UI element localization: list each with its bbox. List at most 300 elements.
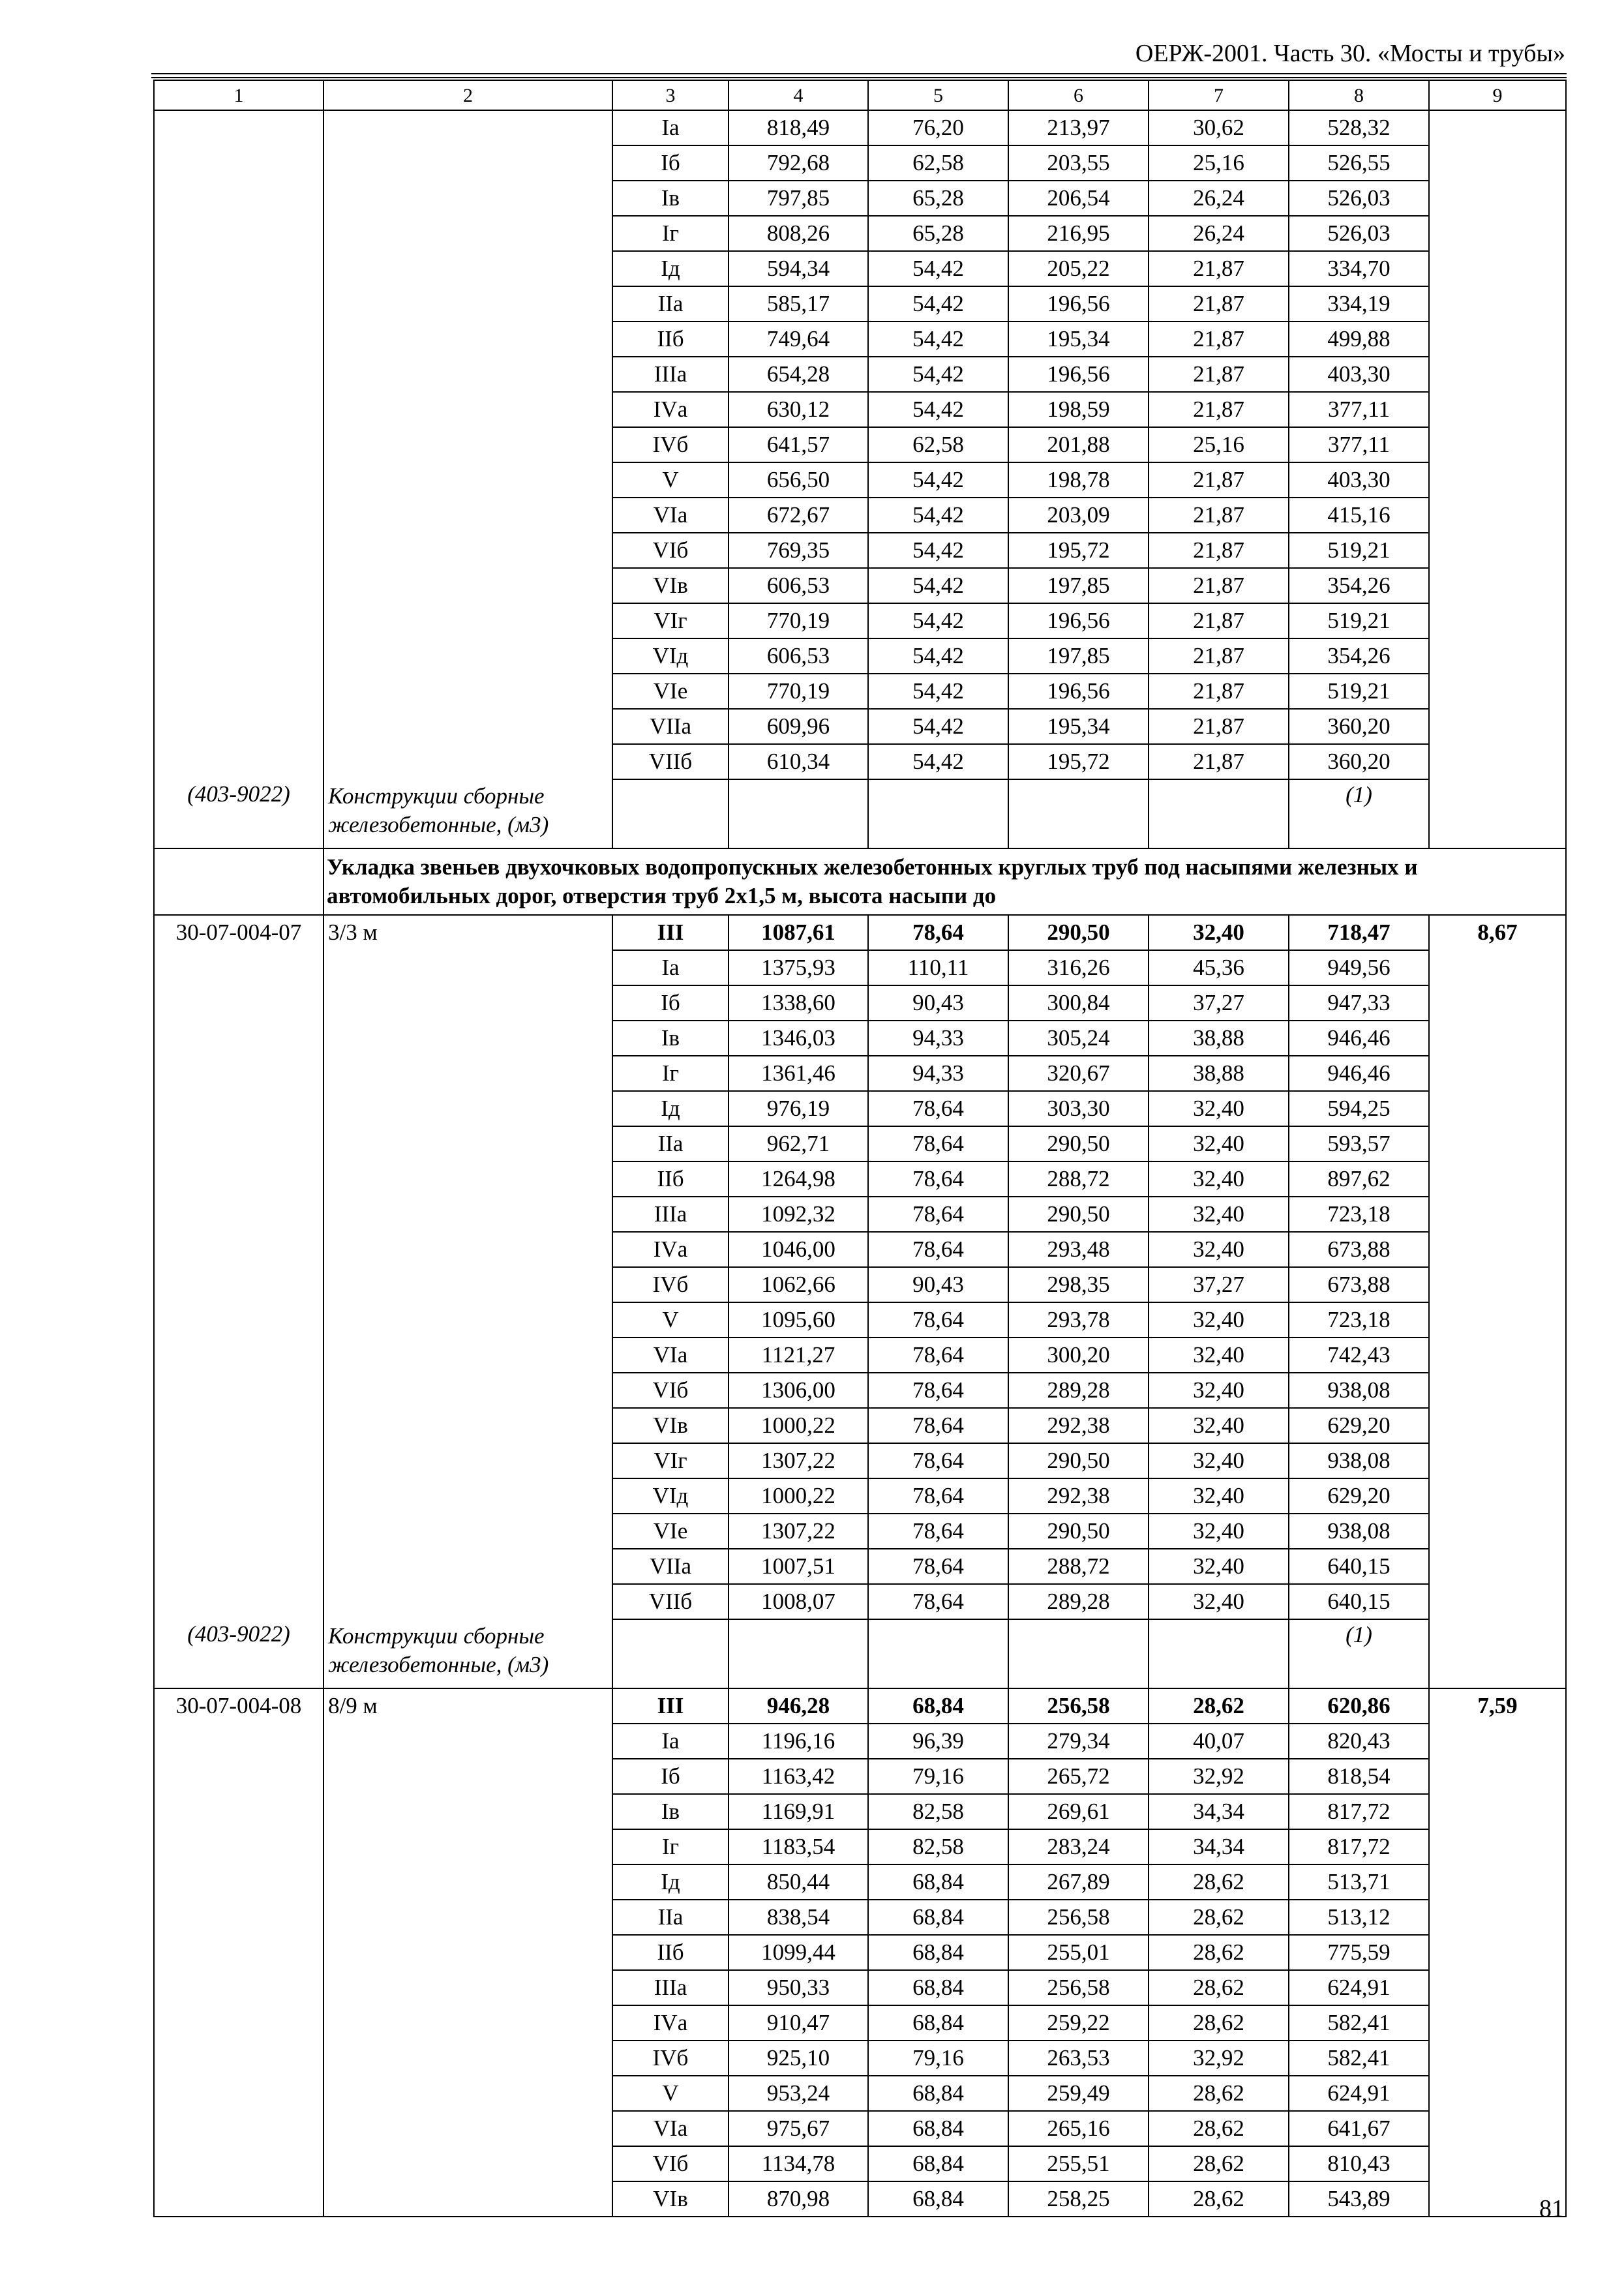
labor-cost-cell	[1429, 181, 1566, 216]
machines-cell: 195,34	[1008, 322, 1149, 357]
labor-cost-cell	[1429, 462, 1566, 498]
rate-name-cell	[323, 181, 612, 216]
direct-cost-cell: 818,49	[729, 110, 868, 145]
wages-cell: 68,84	[868, 2076, 1008, 2111]
zone-cell: Iг	[612, 216, 729, 251]
column-number: 4	[729, 80, 868, 110]
machines-cell: 255,51	[1008, 2146, 1149, 2181]
materials-cell: 360,20	[1289, 709, 1429, 744]
machines-cell: 255,01	[1008, 1935, 1149, 1970]
zone-cell: IIб	[612, 322, 729, 357]
materials-cell: 582,41	[1289, 2041, 1429, 2076]
labor-cost-cell	[1429, 2111, 1566, 2146]
rate-code-cell	[154, 2111, 323, 2146]
rate-name-cell	[323, 1900, 612, 1935]
rate-code-cell	[154, 286, 323, 322]
rate-code-cell	[154, 985, 323, 1021]
materials-cell: 403,30	[1289, 357, 1429, 392]
machines-cell: 201,88	[1008, 427, 1149, 462]
direct-cost-cell: 808,26	[729, 216, 868, 251]
machines-cell: 290,50	[1008, 1443, 1149, 1478]
rate-name-cell	[323, 2076, 612, 2111]
operators-wages-cell: 32,40	[1149, 1197, 1289, 1232]
table-row	[154, 322, 1566, 357]
zone-cell: VIд	[612, 638, 729, 674]
rate-code-cell	[154, 1267, 323, 1302]
zone-cell: IIа	[612, 286, 729, 322]
rate-name-cell	[323, 286, 612, 322]
wages-cell: 78,64	[868, 1197, 1008, 1232]
machines-cell: 197,85	[1008, 568, 1149, 603]
operators-wages-cell: 21,87	[1149, 251, 1289, 286]
direct-cost-cell: 975,67	[729, 2111, 868, 2146]
machines-cell: 293,78	[1008, 1302, 1149, 1338]
operators-wages-cell: 28,62	[1149, 2005, 1289, 2041]
table-row	[154, 1302, 1566, 1338]
zone-cell: VIа	[612, 2111, 729, 2146]
zone-cell: Iв	[612, 181, 729, 216]
section-heading-blank	[154, 848, 323, 915]
rate-code-cell	[154, 1302, 323, 1338]
machines-cell: 196,56	[1008, 603, 1149, 638]
table-row	[154, 1688, 1566, 1724]
materials-cell: 377,11	[1289, 427, 1429, 462]
materials-cell: 499,88	[1289, 322, 1429, 357]
wages-cell: 62,58	[868, 145, 1008, 181]
wages-cell: 54,42	[868, 568, 1008, 603]
materials-cell: 415,16	[1289, 498, 1429, 533]
rate-code-cell	[154, 674, 323, 709]
materials-cell: 620,86	[1289, 1688, 1429, 1724]
zone-cell: VIIб	[612, 1584, 729, 1619]
operators-wages-cell: 32,92	[1149, 1759, 1289, 1794]
wages-cell: 78,64	[868, 1091, 1008, 1126]
direct-cost-cell: 1306,00	[729, 1373, 868, 1408]
rate-code-cell: 30-07-004-08	[154, 1688, 323, 1724]
zone-cell: VIг	[612, 1443, 729, 1478]
operators-wages-cell: 32,40	[1149, 1373, 1289, 1408]
rate-name-cell	[323, 1794, 612, 1829]
resource-note-row	[154, 779, 1566, 848]
wages-cell: 79,16	[868, 2041, 1008, 2076]
zone-cell: IIб	[612, 1935, 729, 1970]
labor-cost-cell	[1429, 568, 1566, 603]
rate-code-cell	[154, 322, 323, 357]
resource-code: (403-9022)	[154, 779, 323, 848]
rate-name-cell	[323, 145, 612, 181]
table-row	[154, 638, 1566, 674]
operators-wages-cell: 21,87	[1149, 638, 1289, 674]
zone-cell: V	[612, 1302, 729, 1338]
column-number: 2	[323, 80, 612, 110]
machines-cell: 198,59	[1008, 392, 1149, 427]
operators-wages-cell: 32,40	[1149, 1302, 1289, 1338]
rate-name-cell	[323, 1373, 612, 1408]
labor-cost-cell	[1429, 1091, 1566, 1126]
zone-cell: VIб	[612, 533, 729, 568]
empty-cell	[612, 1619, 729, 1688]
materials-cell: 742,43	[1289, 1338, 1429, 1373]
rate-name-cell	[323, 1232, 612, 1267]
materials-cell: 513,12	[1289, 1900, 1429, 1935]
empty-cell	[729, 1619, 868, 1688]
rate-code-cell	[154, 1935, 323, 1970]
wages-cell: 68,84	[868, 2005, 1008, 2041]
empty-cell	[1429, 779, 1566, 848]
direct-cost-cell: 850,44	[729, 1864, 868, 1900]
wages-cell: 68,84	[868, 2146, 1008, 2181]
labor-cost-cell	[1429, 322, 1566, 357]
machines-cell: 256,58	[1008, 1970, 1149, 2005]
wages-cell: 54,42	[868, 533, 1008, 568]
zone-cell: V	[612, 462, 729, 498]
rate-name-cell	[323, 1935, 612, 1970]
operators-wages-cell: 32,40	[1149, 1584, 1289, 1619]
wages-cell: 54,42	[868, 674, 1008, 709]
rate-code-cell	[154, 1161, 323, 1197]
zone-cell: Iа	[612, 110, 729, 145]
labor-cost-cell	[1429, 950, 1566, 985]
wages-cell: 94,33	[868, 1021, 1008, 1056]
labor-cost-cell	[1429, 1514, 1566, 1549]
machines-cell: 206,54	[1008, 181, 1149, 216]
labor-cost-cell	[1429, 1724, 1566, 1759]
rate-name-cell	[323, 1514, 612, 1549]
materials-cell: 519,21	[1289, 533, 1429, 568]
zone-cell: VIб	[612, 1373, 729, 1408]
rate-code-cell	[154, 1021, 323, 1056]
wages-cell: 82,58	[868, 1829, 1008, 1864]
operators-wages-cell: 28,62	[1149, 1864, 1289, 1900]
machines-cell: 259,22	[1008, 2005, 1149, 2041]
wages-cell: 78,64	[868, 1302, 1008, 1338]
materials-cell: 593,57	[1289, 1126, 1429, 1161]
operators-wages-cell: 28,62	[1149, 1935, 1289, 1970]
rate-code-cell	[154, 1478, 323, 1514]
operators-wages-cell: 26,24	[1149, 181, 1289, 216]
rate-name-cell	[323, 1161, 612, 1197]
machines-cell: 290,50	[1008, 915, 1149, 950]
materials-cell: 718,47	[1289, 915, 1429, 950]
labor-cost-cell	[1429, 1478, 1566, 1514]
labor-cost-cell	[1429, 1056, 1566, 1091]
materials-cell: 624,91	[1289, 1970, 1429, 2005]
rate-name-cell	[323, 2146, 612, 2181]
empty-cell	[1008, 1619, 1149, 1688]
zone-cell: IIIа	[612, 1197, 729, 1232]
wages-cell: 78,64	[868, 1338, 1008, 1373]
rate-code-cell	[154, 392, 323, 427]
page-number: 81	[1539, 2195, 1564, 2222]
machines-cell: 300,84	[1008, 985, 1149, 1021]
wages-cell: 78,64	[868, 1478, 1008, 1514]
table-row	[154, 498, 1566, 533]
rate-code-cell	[154, 950, 323, 985]
zone-cell: Iг	[612, 1056, 729, 1091]
zone-cell: VIIа	[612, 709, 729, 744]
labor-cost-cell	[1429, 216, 1566, 251]
operators-wages-cell: 26,24	[1149, 216, 1289, 251]
rate-name-cell	[323, 2111, 612, 2146]
zone-cell: V	[612, 2076, 729, 2111]
operators-wages-cell: 28,62	[1149, 1688, 1289, 1724]
table-row	[154, 1759, 1566, 1794]
wages-cell: 68,84	[868, 2181, 1008, 2217]
resource-code: (403-9022)	[154, 1619, 323, 1688]
table-row	[154, 744, 1566, 779]
zone-cell: VIг	[612, 603, 729, 638]
materials-cell: 641,67	[1289, 2111, 1429, 2146]
zone-cell: VIе	[612, 1514, 729, 1549]
column-number: 1	[154, 80, 323, 110]
table-row	[154, 427, 1566, 462]
direct-cost-cell: 672,67	[729, 498, 868, 533]
table-row	[154, 1514, 1566, 1549]
operators-wages-cell: 38,88	[1149, 1021, 1289, 1056]
operators-wages-cell: 28,62	[1149, 2146, 1289, 2181]
operators-wages-cell: 21,87	[1149, 533, 1289, 568]
materials-cell: 526,03	[1289, 216, 1429, 251]
materials-cell: 582,41	[1289, 2005, 1429, 2041]
empty-cell	[612, 779, 729, 848]
operators-wages-cell: 28,62	[1149, 1970, 1289, 2005]
rate-code-cell	[154, 1197, 323, 1232]
zone-cell: VIа	[612, 1338, 729, 1373]
empty-cell	[868, 779, 1008, 848]
direct-cost-cell: 770,19	[729, 674, 868, 709]
materials-cell: 673,88	[1289, 1232, 1429, 1267]
direct-cost-cell: 1361,46	[729, 1056, 868, 1091]
materials-cell: 334,70	[1289, 251, 1429, 286]
materials-cell: 810,43	[1289, 2146, 1429, 2181]
machines-cell: 195,72	[1008, 533, 1149, 568]
rate-code-cell	[154, 533, 323, 568]
direct-cost-cell: 609,96	[729, 709, 868, 744]
header-rule	[151, 73, 1567, 74]
table-row	[154, 1056, 1566, 1091]
direct-cost-cell: 792,68	[729, 145, 868, 181]
table-row	[154, 709, 1566, 744]
direct-cost-cell: 838,54	[729, 1900, 868, 1935]
labor-cost-cell	[1429, 498, 1566, 533]
operators-wages-cell: 45,36	[1149, 950, 1289, 985]
materials-cell: 519,21	[1289, 674, 1429, 709]
table-row	[154, 110, 1566, 145]
table-row	[154, 216, 1566, 251]
rates-table-body	[154, 80, 1566, 2217]
direct-cost-cell: 1134,78	[729, 2146, 868, 2181]
labor-cost-cell	[1429, 1408, 1566, 1443]
rate-name-cell	[323, 1091, 612, 1126]
direct-cost-cell: 950,33	[729, 1970, 868, 2005]
rate-code-cell	[154, 2181, 323, 2217]
machines-cell: 196,56	[1008, 286, 1149, 322]
zone-cell: VIIб	[612, 744, 729, 779]
rates-table	[153, 80, 1567, 2217]
table-row	[154, 1408, 1566, 1443]
machines-cell: 203,55	[1008, 145, 1149, 181]
rate-code-cell	[154, 181, 323, 216]
operators-wages-cell: 37,27	[1149, 1267, 1289, 1302]
table-row	[154, 1549, 1566, 1584]
rate-code-cell	[154, 357, 323, 392]
empty-cell	[1429, 1619, 1566, 1688]
rate-name-cell	[323, 638, 612, 674]
table-row	[154, 1161, 1566, 1197]
labor-cost-cell	[1429, 1970, 1566, 2005]
rate-name-cell	[323, 1864, 612, 1900]
materials-cell: 897,62	[1289, 1161, 1429, 1197]
labor-cost-cell	[1429, 1829, 1566, 1864]
direct-cost-cell: 1046,00	[729, 1232, 868, 1267]
direct-cost-cell: 1062,66	[729, 1267, 868, 1302]
wages-cell: 68,84	[868, 1688, 1008, 1724]
rate-name-cell	[323, 1056, 612, 1091]
wages-cell: 54,42	[868, 286, 1008, 322]
labor-cost-cell	[1429, 533, 1566, 568]
column-number: 8	[1289, 80, 1429, 110]
labor-cost-cell	[1429, 709, 1566, 744]
rate-code-cell	[154, 1232, 323, 1267]
labor-cost-cell	[1429, 1900, 1566, 1935]
operators-wages-cell: 21,87	[1149, 286, 1289, 322]
direct-cost-cell: 1169,91	[729, 1794, 868, 1829]
operators-wages-cell: 21,87	[1149, 568, 1289, 603]
direct-cost-cell: 606,53	[729, 568, 868, 603]
zone-cell: Iд	[612, 1864, 729, 1900]
table-row	[154, 286, 1566, 322]
labor-cost-cell	[1429, 2076, 1566, 2111]
direct-cost-cell: 749,64	[729, 322, 868, 357]
rate-code-cell	[154, 2076, 323, 2111]
labor-cost-cell	[1429, 1126, 1566, 1161]
machines-cell: 290,50	[1008, 1126, 1149, 1161]
machines-cell: 265,72	[1008, 1759, 1149, 1794]
rate-name-cell	[323, 1478, 612, 1514]
labor-cost-cell	[1429, 1232, 1566, 1267]
machines-cell: 292,38	[1008, 1408, 1149, 1443]
zone-cell: Iв	[612, 1021, 729, 1056]
operators-wages-cell: 34,34	[1149, 1794, 1289, 1829]
materials-cell: 947,33	[1289, 985, 1429, 1021]
direct-cost-cell: 1092,32	[729, 1197, 868, 1232]
table-row	[154, 2041, 1566, 2076]
table-row	[154, 251, 1566, 286]
rate-name-cell	[323, 674, 612, 709]
labor-cost-cell: 8,67	[1429, 915, 1566, 950]
labor-cost-cell	[1429, 985, 1566, 1021]
zone-cell: III	[612, 915, 729, 950]
zone-cell: III	[612, 1688, 729, 1724]
labor-cost-cell	[1429, 357, 1566, 392]
direct-cost-cell: 797,85	[729, 181, 868, 216]
zone-cell: IVб	[612, 2041, 729, 2076]
materials-cell: 817,72	[1289, 1794, 1429, 1829]
operators-wages-cell: 21,87	[1149, 462, 1289, 498]
rate-name-cell	[323, 1021, 612, 1056]
machines-cell: 316,26	[1008, 950, 1149, 985]
rate-code-cell	[154, 1126, 323, 1161]
zone-cell: Iд	[612, 1091, 729, 1126]
rate-name-cell	[323, 533, 612, 568]
materials-cell: 640,15	[1289, 1549, 1429, 1584]
materials-cell: 334,19	[1289, 286, 1429, 322]
materials-cell: 817,72	[1289, 1829, 1429, 1864]
wages-cell: 54,42	[868, 744, 1008, 779]
resource-value: (1)	[1289, 1619, 1429, 1688]
direct-cost-cell: 1183,54	[729, 1829, 868, 1864]
operators-wages-cell: 30,62	[1149, 110, 1289, 145]
operators-wages-cell: 40,07	[1149, 1724, 1289, 1759]
wages-cell: 68,84	[868, 1970, 1008, 2005]
labor-cost-cell	[1429, 1443, 1566, 1478]
zone-cell: IVб	[612, 427, 729, 462]
operators-wages-cell: 32,40	[1149, 1514, 1289, 1549]
machines-cell: 303,30	[1008, 1091, 1149, 1126]
zone-cell: VIа	[612, 498, 729, 533]
operators-wages-cell: 21,87	[1149, 709, 1289, 744]
wages-cell: 78,64	[868, 1232, 1008, 1267]
rate-code-cell	[154, 498, 323, 533]
direct-cost-cell: 946,28	[729, 1688, 868, 1724]
rate-code-cell	[154, 1443, 323, 1478]
materials-cell: 949,56	[1289, 950, 1429, 985]
zone-cell: IVа	[612, 392, 729, 427]
section-heading-row	[154, 848, 1566, 915]
empty-cell	[1149, 1619, 1289, 1688]
rate-name-cell	[323, 427, 612, 462]
labor-cost-cell	[1429, 251, 1566, 286]
direct-cost-cell: 910,47	[729, 2005, 868, 2041]
zone-cell: Iг	[612, 1829, 729, 1864]
materials-cell: 775,59	[1289, 1935, 1429, 1970]
operators-wages-cell: 32,40	[1149, 1478, 1289, 1514]
wages-cell: 68,84	[868, 2111, 1008, 2146]
table-row	[154, 1373, 1566, 1408]
direct-cost-cell: 1007,51	[729, 1549, 868, 1584]
resource-name: Конструкции сборные железобетонные, (м3)	[323, 1619, 612, 1688]
labor-cost-cell	[1429, 1373, 1566, 1408]
wages-cell: 68,84	[868, 1935, 1008, 1970]
empty-cell	[868, 1619, 1008, 1688]
table-row	[154, 533, 1566, 568]
wages-cell: 54,42	[868, 638, 1008, 674]
rate-name-cell	[323, 1197, 612, 1232]
machines-cell: 298,35	[1008, 1267, 1149, 1302]
zone-cell: IVа	[612, 1232, 729, 1267]
materials-cell: 938,08	[1289, 1373, 1429, 1408]
labor-cost-cell	[1429, 674, 1566, 709]
wages-cell: 110,11	[868, 950, 1008, 985]
table-row	[154, 2111, 1566, 2146]
rate-name-cell	[323, 2041, 612, 2076]
machines-cell: 279,34	[1008, 1724, 1149, 1759]
machines-cell: 259,49	[1008, 2076, 1149, 2111]
rate-code-cell	[154, 1091, 323, 1126]
zone-cell: Iа	[612, 950, 729, 985]
table-row	[154, 1478, 1566, 1514]
labor-cost-cell	[1429, 1584, 1566, 1619]
operators-wages-cell: 32,40	[1149, 1161, 1289, 1197]
machines-cell: 198,78	[1008, 462, 1149, 498]
zone-cell: IIIа	[612, 357, 729, 392]
table-row	[154, 1724, 1566, 1759]
machines-cell: 288,72	[1008, 1549, 1149, 1584]
zone-cell: Iд	[612, 251, 729, 286]
zone-cell: Iа	[612, 1724, 729, 1759]
operators-wages-cell: 32,40	[1149, 1549, 1289, 1584]
labor-cost-cell	[1429, 392, 1566, 427]
